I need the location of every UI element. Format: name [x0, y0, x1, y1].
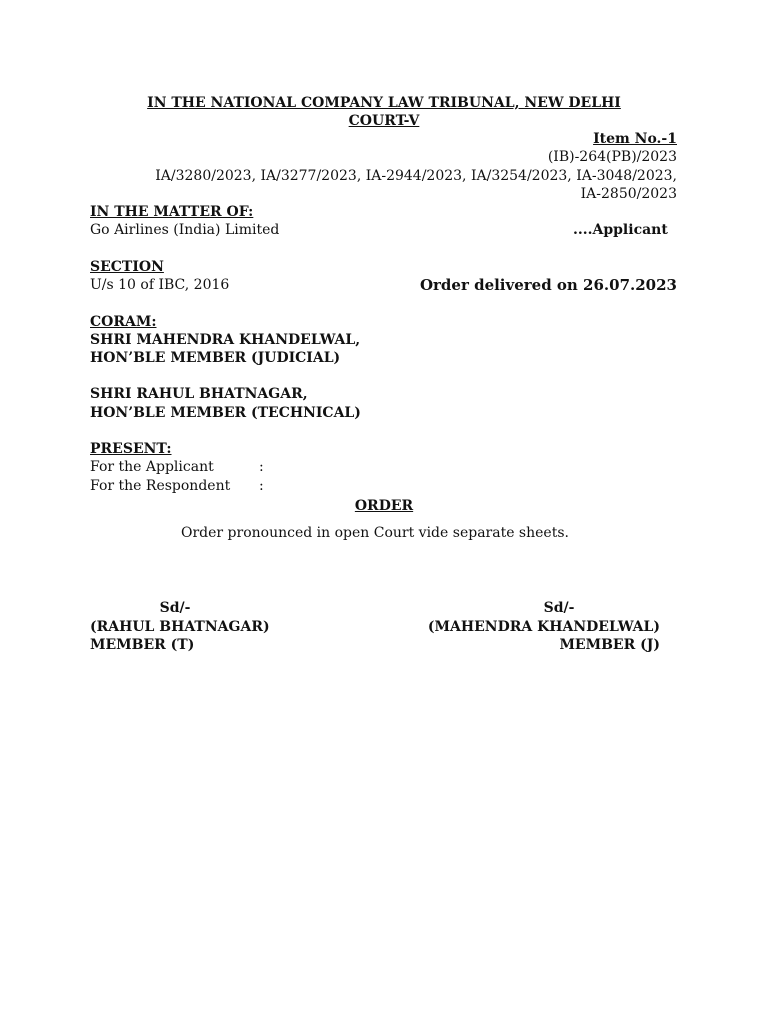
member1-title: HON’BLE MEMBER (JUDICIAL) [90, 350, 341, 366]
party-name: Go Airlines (India) Limited [90, 222, 280, 238]
tribunal-title: IN THE NATIONAL COMPANY LAW TRIBUNAL, NEW DELHI [147, 95, 621, 111]
party-role: ....Applicant [573, 222, 668, 238]
coram-heading: CORAM: [90, 314, 157, 330]
right-signatory-name: (MAHENDRA KHANDELWAL) [427, 619, 660, 635]
member1-name: SHRI MAHENDRA KHANDELWAL, [90, 332, 361, 348]
case-number: (IB)-264(PB)/2023 [547, 149, 677, 165]
order-delivered-date: Order delivered on 26.07.2023 [419, 276, 677, 294]
order-text: Order pronounced in open Court vide separate sheets. [181, 525, 569, 541]
ia-numbers-line1: IA/3280/2023, IA/3277/2023, IA-2944/2023, IA/3254/2023, IA-3048/2023, [155, 168, 677, 184]
section-text: U/s 10 of IBC, 2016 [90, 277, 230, 293]
member2-name: SHRI RAHUL BHATNAGAR, [90, 386, 308, 402]
member2-title: HON’BLE MEMBER (TECHNICAL) [90, 405, 361, 421]
applicant-label: For the Applicant [90, 459, 214, 475]
left-signatory-role: MEMBER (T) [90, 637, 195, 653]
ia-numbers-line2: IA-2850/2023 [580, 186, 677, 202]
court-title: COURT-V [348, 113, 420, 129]
left-signatory-name: (RAHUL BHATNAGAR) [90, 619, 270, 635]
item-number: Item No.-1 [593, 131, 677, 147]
respondent-label: For the Respondent [90, 478, 231, 494]
present-heading: PRESENT: [90, 441, 172, 457]
applicant-colon: : [259, 459, 264, 475]
matter-heading: IN THE MATTER OF: [90, 204, 254, 220]
order-heading: ORDER [354, 498, 414, 514]
respondent-colon: : [259, 478, 264, 494]
section-heading: SECTION [90, 259, 164, 275]
right-sd: Sd/- [543, 600, 575, 616]
left-sd: Sd/- [159, 600, 191, 616]
right-signatory-role: MEMBER (J) [559, 637, 660, 653]
